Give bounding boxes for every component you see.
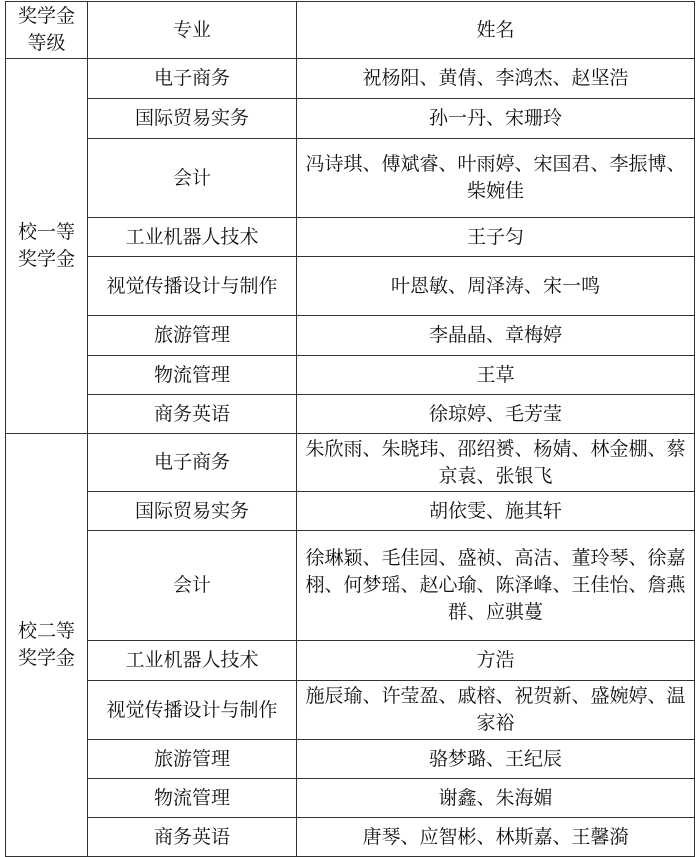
names-cell: 孙一丹、宋珊玲 <box>297 99 695 139</box>
major-cell: 商务英语 <box>88 395 297 434</box>
major-cell: 电子商务 <box>88 59 297 99</box>
major-cell: 会计 <box>88 139 297 218</box>
table-row <box>6 356 695 395</box>
major-cell: 商务英语 <box>88 818 297 857</box>
scholarship-table <box>5 1 695 857</box>
table-row <box>6 218 695 257</box>
table-row <box>6 641 695 681</box>
major-cell: 旅游管理 <box>88 740 297 779</box>
table-row <box>6 818 695 857</box>
names-cell: 唐琴、应智彬、林斯嘉、王馨漪 <box>297 818 695 857</box>
names-cell: 祝杨阳、黄倩、李鸿杰、赵坚浩 <box>297 59 695 99</box>
major-cell: 视觉传播设计与制作 <box>88 681 297 740</box>
table-row <box>6 139 695 218</box>
major-cell: 工业机器人技术 <box>88 641 297 681</box>
names-cell: 王子匀 <box>297 218 695 257</box>
names-cell: 骆梦璐、王纪辰 <box>297 740 695 779</box>
header-major: 专业 <box>88 2 297 59</box>
names-cell: 冯诗琪、傅斌睿、叶雨婷、宋国君、李振博、柴婉佳 <box>297 139 695 218</box>
major-cell: 物流管理 <box>88 779 297 818</box>
header-row <box>6 2 695 59</box>
header-level: 奖学金等级 <box>6 2 88 59</box>
table-row <box>6 434 695 492</box>
table-row <box>6 779 695 818</box>
table-row <box>6 492 695 531</box>
names-cell: 谢鑫、朱海媚 <box>297 779 695 818</box>
names-cell: 李晶晶、章梅婷 <box>297 316 695 356</box>
major-cell: 旅游管理 <box>88 316 297 356</box>
names-cell: 叶恩敏、周泽涛、宋一鸣 <box>297 257 695 316</box>
names-cell: 施辰瑜、许莹盈、戚榕、祝贺新、盛婉婷、温家裕 <box>297 681 695 740</box>
table-row <box>6 395 695 434</box>
table-row <box>6 316 695 356</box>
names-cell: 胡依雯、施其轩 <box>297 492 695 531</box>
major-cell: 物流管理 <box>88 356 297 395</box>
major-cell: 电子商务 <box>88 434 297 492</box>
names-cell: 朱欣雨、朱晓玮、邵绍赟、杨婧、林金棚、蔡京袁、张银飞 <box>297 434 695 492</box>
table-row <box>6 531 695 641</box>
table-row <box>6 257 695 316</box>
major-cell: 会计 <box>88 531 297 641</box>
names-cell: 徐琼婷、毛芳莹 <box>297 395 695 434</box>
table-row <box>6 59 695 99</box>
table-row <box>6 740 695 779</box>
header-names: 姓名 <box>297 2 695 59</box>
level-cell: 校二等奖学金 <box>6 434 88 857</box>
names-cell: 徐琳颖、毛佳园、盛祯、高洁、董玲琴、徐嘉栩、何梦瑶、赵心瑜、陈泽峰、王佳怡、詹燕群、应骐蔓 <box>297 531 695 641</box>
table-row <box>6 681 695 740</box>
names-cell: 方浩 <box>297 641 695 681</box>
level-cell: 校一等奖学金 <box>6 59 88 434</box>
major-cell: 视觉传播设计与制作 <box>88 257 297 316</box>
table-row <box>6 99 695 139</box>
names-cell: 王草 <box>297 356 695 395</box>
major-cell: 国际贸易实务 <box>88 99 297 139</box>
major-cell: 国际贸易实务 <box>88 492 297 531</box>
major-cell: 工业机器人技术 <box>88 218 297 257</box>
